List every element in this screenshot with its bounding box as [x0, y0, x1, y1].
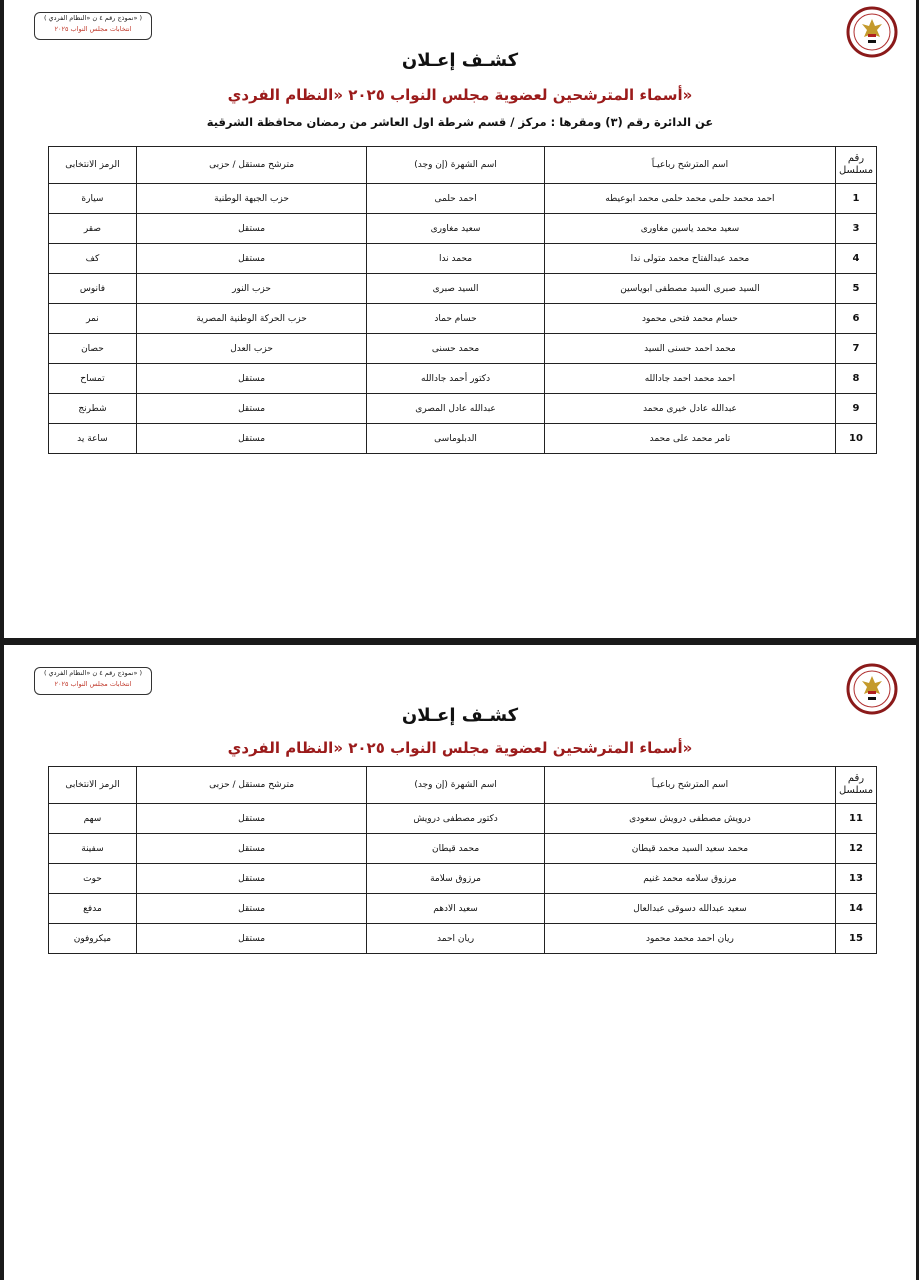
form-number-label: ( نموذج رقم ٤ ن «النظام الفردي» ): [43, 14, 143, 22]
cell-symbol: صقر: [49, 214, 137, 244]
cell-serial: 10: [836, 424, 877, 454]
cell-type: مستقل: [136, 804, 366, 834]
cell-type: مستقل: [136, 924, 366, 954]
cell-serial: 8: [836, 364, 877, 394]
cell-name: احمد محمد احمد جادالله: [544, 364, 835, 394]
cell-serial: 5: [836, 274, 877, 304]
cell-symbol: سهم: [49, 804, 137, 834]
table-row: [49, 924, 877, 954]
table-row: [49, 804, 877, 834]
table-row: [49, 214, 877, 244]
form-number-box: [34, 667, 152, 695]
cell-fame: دكتور أحمد جادالله: [367, 364, 545, 394]
cell-symbol: ساعة يد: [49, 424, 137, 454]
table-row: [49, 184, 877, 214]
page-subtitle: أسماء المترشحين لعضوية مجلس النواب ٢٠٢٥ «النظام الفردي»: [227, 86, 693, 104]
cell-symbol: مدفع: [49, 894, 137, 924]
cell-name: سعيد محمد ياسين مغاورى: [544, 214, 835, 244]
cell-fame: محمد ندا: [367, 244, 545, 274]
cell-fame: الدبلوماسى: [367, 424, 545, 454]
cell-type: حزب النور: [136, 274, 366, 304]
announcement-sheet-2: [4, 645, 916, 1280]
cell-symbol: حوت: [49, 864, 137, 894]
election-label: انتخابات مجلس النواب ٢٠٢٥: [54, 680, 132, 688]
cell-symbol: تمساح: [49, 364, 137, 394]
table-header-row: [49, 147, 877, 184]
cell-name: محمد سعيد السيد محمد قيطان: [544, 834, 835, 864]
table-row: [49, 244, 877, 274]
cell-type: مستقل: [136, 244, 366, 274]
page-subtitle: أسماء المترشحين لعضوية مجلس النواب ٢٠٢٥ «النظام الفردي»: [227, 739, 693, 757]
cell-fame: احمد حلمى: [367, 184, 545, 214]
form-number-box: [34, 12, 152, 40]
cell-type: حزب العدل: [136, 334, 366, 364]
header-fame: اسم الشهرة (إن وجد): [367, 767, 545, 804]
candidates-table: [48, 146, 877, 454]
cell-type: حزب الحركة الوطنية المصرية: [136, 304, 366, 334]
cell-serial: 3: [836, 214, 877, 244]
table-row: [49, 304, 877, 334]
table-header-row: [49, 767, 877, 804]
cell-symbol: شطرنج: [49, 394, 137, 424]
page-title: كشـف إعـلان: [401, 705, 519, 726]
cell-type: مستقل: [136, 864, 366, 894]
header-symbol: الرمز الانتخابى: [49, 767, 137, 804]
cell-name: احمد محمد حلمى محمد حلمى محمد ابوعيطه: [544, 184, 835, 214]
header-name: اسم المترشح رباعيـاً: [544, 767, 835, 804]
election-label: انتخابات مجلس النواب ٢٠٢٥: [54, 25, 132, 33]
cell-serial: 1: [836, 184, 877, 214]
cell-name: تامر محمد على محمد: [544, 424, 835, 454]
cell-name: مرزوق سلامه محمد غنيم: [544, 864, 835, 894]
table-row: [49, 274, 877, 304]
cell-name: سعيد عبدالله دسوقى عبدالعال: [544, 894, 835, 924]
cell-serial: 13: [836, 864, 877, 894]
cell-fame: سعيد مغاورى: [367, 214, 545, 244]
cell-serial: 6: [836, 304, 877, 334]
cell-name: السيد صبرى السيد مصطفى ابوياسين: [544, 274, 835, 304]
header-name: اسم المترشح رباعيـاً: [544, 147, 835, 184]
cell-fame: محمد حسنى: [367, 334, 545, 364]
cell-name: حسام محمد فتحى محمود: [544, 304, 835, 334]
cell-type: حزب الجبهة الوطنية: [136, 184, 366, 214]
page-title: كشـف إعـلان: [401, 50, 519, 71]
cell-fame: عبدالله عادل المصرى: [367, 394, 545, 424]
header-fame: اسم الشهرة (إن وجد): [367, 147, 545, 184]
cell-fame: محمد قيطان: [367, 834, 545, 864]
cell-type: مستقل: [136, 834, 366, 864]
announcement-sheet-1: [4, 0, 916, 638]
cell-fame: دكتور مصطفى درويش: [367, 804, 545, 834]
candidates-table: [48, 766, 877, 954]
table-row: [49, 364, 877, 394]
cell-type: مستقل: [136, 894, 366, 924]
table-row: [49, 334, 877, 364]
cell-symbol: سيارة: [49, 184, 137, 214]
cell-fame: سعيد الادهم: [367, 894, 545, 924]
cell-fame: السيد صبرى: [367, 274, 545, 304]
cell-symbol: سفينة: [49, 834, 137, 864]
cell-type: مستقل: [136, 364, 366, 394]
form-number-label: ( نموذج رقم ٤ ن «النظام الفردي» ): [43, 669, 143, 677]
table-body: [49, 184, 877, 454]
cell-symbol: كف: [49, 244, 137, 274]
cell-name: درويش مصطفى درويش سعودى: [544, 804, 835, 834]
cell-serial: 7: [836, 334, 877, 364]
cell-fame: حسام حماد: [367, 304, 545, 334]
table-row: [49, 834, 877, 864]
cell-symbol: حصان: [49, 334, 137, 364]
header-serial: رقم مسلسل: [836, 147, 877, 184]
table-body: [49, 804, 877, 954]
cell-serial: 12: [836, 834, 877, 864]
cell-fame: ريان احمد: [367, 924, 545, 954]
cell-type: مستقل: [136, 214, 366, 244]
cell-type: مستقل: [136, 424, 366, 454]
table-row: [49, 864, 877, 894]
cell-fame: مرزوق سلامة: [367, 864, 545, 894]
cell-name: ريان احمد محمد محمود: [544, 924, 835, 954]
header-type: مترشح مستقل / حزبى: [136, 767, 366, 804]
cell-serial: 9: [836, 394, 877, 424]
cell-name: محمد عبدالفتاح محمد متولى ندا: [544, 244, 835, 274]
cell-symbol: نمر: [49, 304, 137, 334]
header-symbol: الرمز الانتخابى: [49, 147, 137, 184]
cell-serial: 15: [836, 924, 877, 954]
cell-name: محمد احمد حسنى السيد: [544, 334, 835, 364]
header-serial: رقم مسلسل: [836, 767, 877, 804]
cell-serial: 4: [836, 244, 877, 274]
table-row: [49, 894, 877, 924]
cell-serial: 14: [836, 894, 877, 924]
table-row: [49, 424, 877, 454]
cell-symbol: ميكروفون: [49, 924, 137, 954]
table-row: [49, 394, 877, 424]
cell-type: مستقل: [136, 394, 366, 424]
cell-name: عبدالله عادل خيرى محمد: [544, 394, 835, 424]
district-info: عن الدائرة رقم (٣) ومقرها : مركز / قسم شرطة اول العاشر من رمضان محافظة الشرقية: [206, 115, 714, 129]
header-type: مترشح مستقل / حزبى: [136, 147, 366, 184]
cell-symbol: فانوس: [49, 274, 137, 304]
cell-serial: 11: [836, 804, 877, 834]
